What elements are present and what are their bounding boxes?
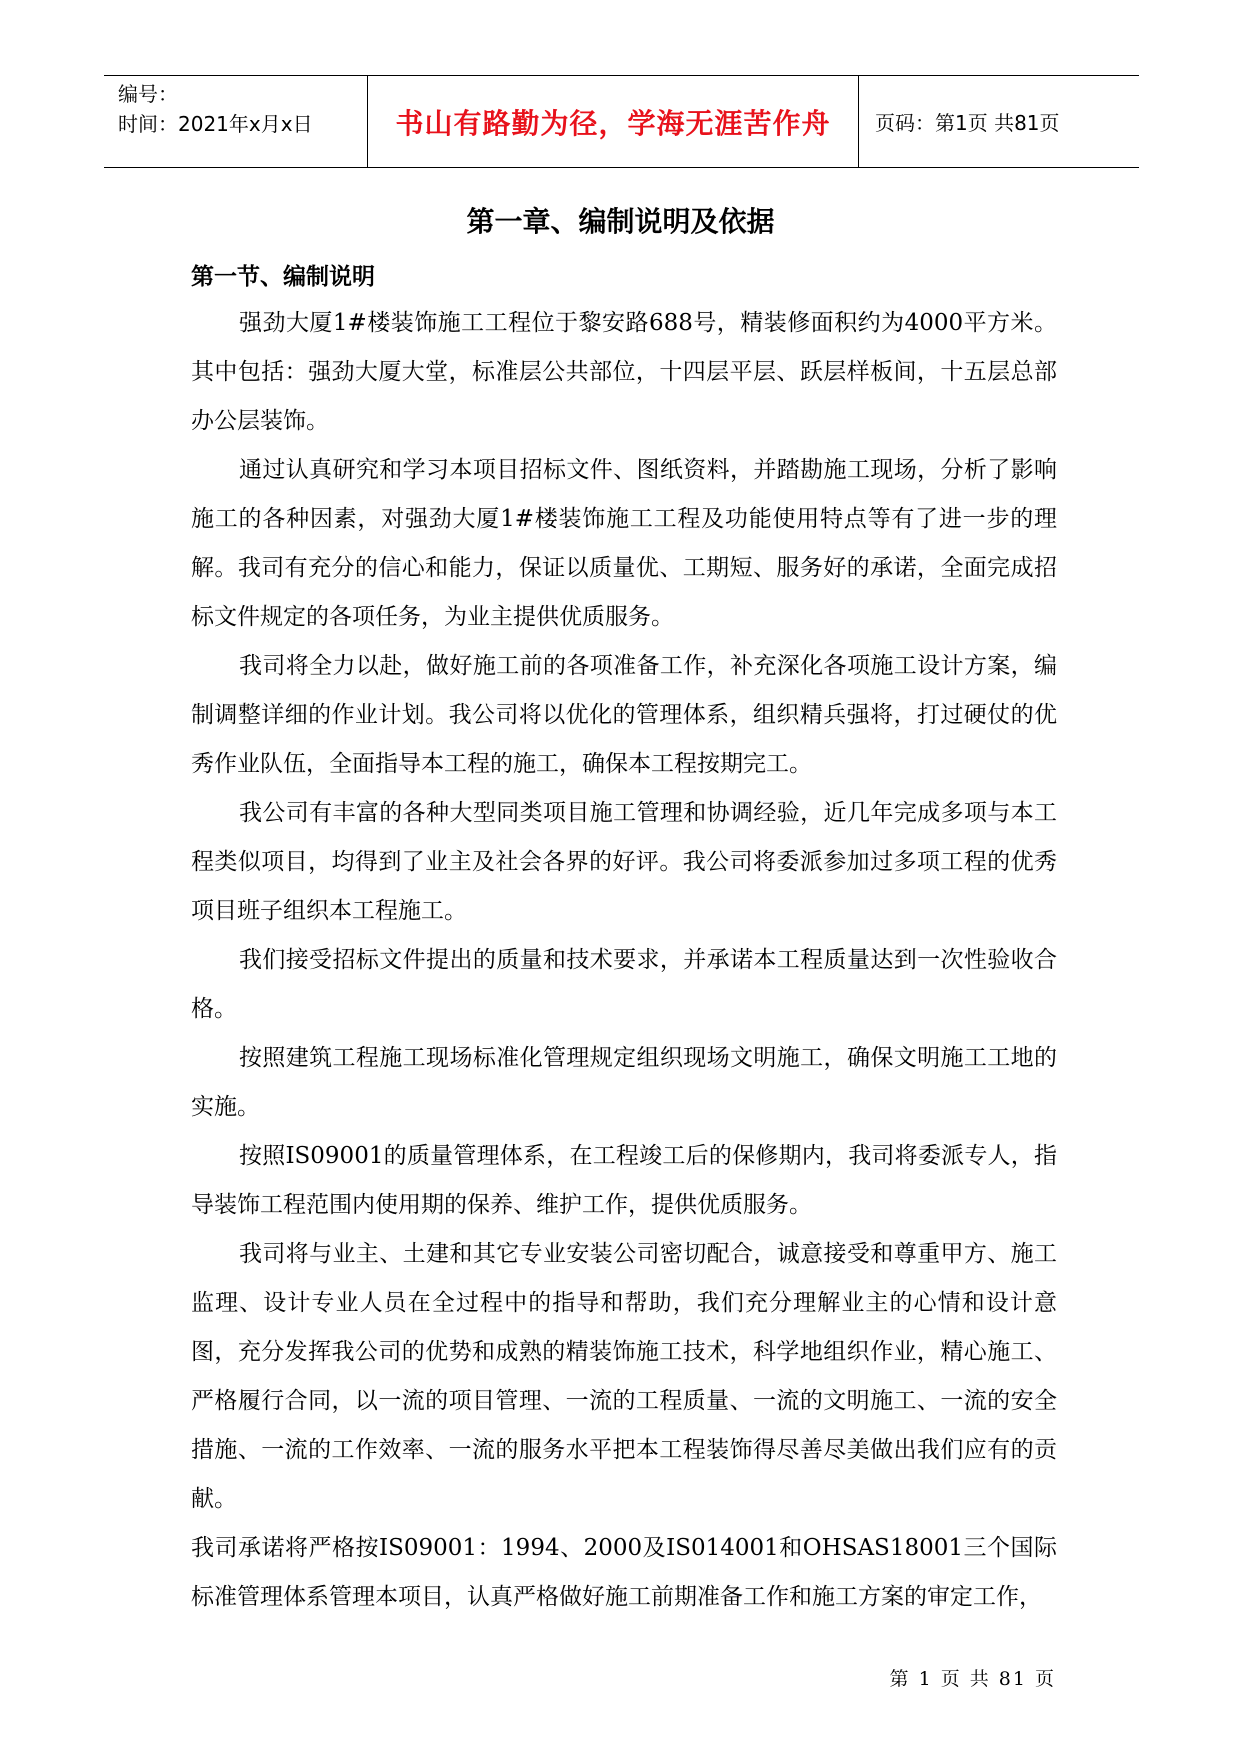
paragraph: 我们接受招标文件提出的质量和技术要求，并承诺本工程质量达到一次性验收合格。 [191,947,1057,1022]
paragraph: 按照建筑工程施工现场标准化管理规定组织现场文明施工，确保文明施工工地的实施。 [191,1045,1057,1120]
page-footer: 第 1 页 共 81 页 [889,1668,1056,1690]
chapter-title: 第一章、编制说明及依据 [466,205,775,238]
body-text [191,299,1057,1622]
page-header [104,75,1139,168]
paragraph: 我司将与业主、土建和其它专业安装公司密切配合，诚意接受和尊重甲方、施工监理、设计专业人员在全过程中的指导和帮助，我们充分理解业主的心情和设计意图，充分发挥我公司的优势和成熟的精装饰施工技术，科学地组织作业，精心施工、严格履行合同，以一流的项目管理、一流的工程质量、一流的文明施工、一流的安全措施、一流的工作效率、一流的服务水平把本工程装饰得尽善尽美做出我们应有的贡献。 [191,1241,1057,1512]
document-number: 编号： [118,82,178,106]
paragraph: 按照IS09001的质量管理体系，在工程竣工后的保修期内，我司将委派专人，指导装饰工程范围内使用期的保养、维护工作，提供优质服务。 [191,1143,1057,1218]
header-page-number: 页码：第1页 共81页 [875,111,1060,135]
paragraph: 我司承诺将严格按IS09001：1994、2000及IS014001和OHSAS18001三个国际标准管理体系管理本项目，认真严格做好施工前期准备工作和施工方案的审定工作， [191,1535,1057,1610]
section-title: 第一节、编制说明 [191,264,375,290]
document-date: 时间：2021年x月x日 [118,112,313,136]
header-info [104,76,368,167]
paragraph: 我公司有丰富的各种大型同类项目施工管理和协调经验，近几年完成多项与本工程类似项目，均得到了业主及社会各界的好评。我公司将委派参加过多项工程的优秀项目班子组织本工程施工。 [191,800,1057,924]
paragraph: 强劲大厦1#楼装饰施工工程位于黎安路688号，精装修面积约为4000平方米。其中包括：强劲大厦大堂，标准层公共部位，十四层平层、跃层样板间，十五层总部办公层装饰。 [191,310,1057,434]
paragraph: 我司将全力以赴，做好施工前的各项准备工作，补充深化各项施工设计方案，编制调整详细的作业计划。我公司将以优化的管理体系，组织精兵强将，打过硬仗的优秀作业队伍，全面指导本工程的施工，确保本工程按期完工。 [191,653,1057,777]
paragraph: 通过认真研究和学习本项目招标文件、图纸资料，并踏勘施工现场，分析了影响施工的各种因素，对强劲大厦1#楼装饰施工工程及功能使用特点等有了进一步的理解。我司有充分的信心和能力，保证以质量优、工期短、服务好的承诺，全面完成招标文件规定的各项任务，为业主提供优质服务。 [191,457,1057,630]
header-motto: 书山有路勤为径，学海无涯苦作舟 [368,76,859,167]
